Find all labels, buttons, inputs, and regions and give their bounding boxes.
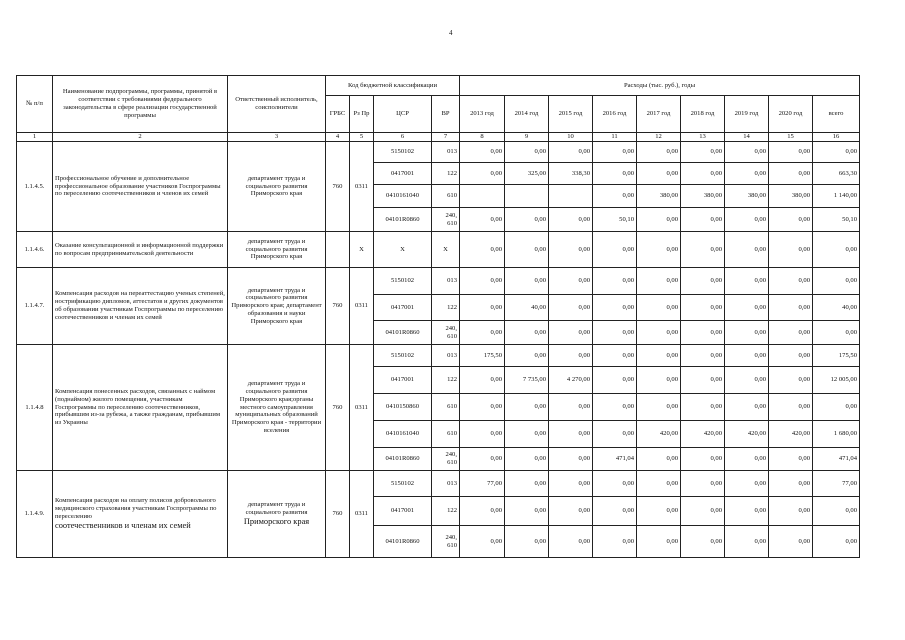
rzpr-code: 0311 [350,345,374,471]
program-name: Оказание консультационной и информационной поддержки по вопросам предпринимательской деятельности [53,232,228,268]
value-cell: 0,00 [593,295,637,321]
column-number: 13 [681,133,725,142]
vr-code: 610 [432,394,460,421]
value-cell: 0,00 [681,367,725,394]
total-cell: 0,00 [813,142,860,163]
value-cell: 0,00 [593,421,637,448]
value-cell: 0,00 [593,142,637,163]
total-cell: 663,30 [813,163,860,185]
vr-code: 013 [432,142,460,163]
column-number: 1 [17,133,53,142]
row-number: 1.1.4.5. [17,142,53,232]
program-name [53,471,228,558]
responsible-executor [228,471,326,558]
value-cell: 0,00 [725,394,769,421]
value-cell: 0,00 [725,471,769,497]
total-cell: 1 680,00 [813,421,860,448]
value-cell: 0,00 [460,448,505,471]
column-number: 2 [53,133,228,142]
value-cell: 0,00 [505,345,549,367]
value-cell: 0,00 [725,497,769,526]
header-total: всего [813,96,860,133]
value-cell: 0,00 [769,448,813,471]
value-cell: 0,00 [505,526,549,558]
value-cell: 0,00 [505,448,549,471]
value-cell: 0,00 [460,321,505,345]
header-year: 2015 год [549,96,593,133]
value-cell [505,185,549,208]
value-cell: 0,00 [725,526,769,558]
responsible-executor: департамент труда и социального развития Приморского края;органы местного самоуправления муниципальных образований Приморского края - территории вселения [228,345,326,471]
vr-code: X [432,232,460,268]
value-cell: 0,00 [505,232,549,268]
vr-code: 240, 610 [432,321,460,345]
value-cell: 0,00 [725,345,769,367]
total-cell: 77,00 [813,471,860,497]
column-number: 7 [432,133,460,142]
vr-code: 240, 610 [432,448,460,471]
rzpr-code: X [350,232,374,268]
grbs-code [326,232,350,268]
value-cell: 0,00 [725,208,769,232]
value-cell: 0,00 [549,345,593,367]
value-cell: 0,00 [549,232,593,268]
header-budget-classification: Код бюджетной классификации [326,76,460,96]
value-cell: 0,00 [725,321,769,345]
value-cell: 0,00 [593,394,637,421]
value-cell: 0,00 [769,497,813,526]
header-year: 2016 год [593,96,637,133]
value-cell: 0,00 [549,142,593,163]
header-year: 2014 год [505,96,549,133]
value-cell: 0,00 [681,345,725,367]
value-cell: 0,00 [637,295,681,321]
value-cell [549,185,593,208]
value-cell: 0,00 [460,497,505,526]
vr-code: 610 [432,421,460,448]
csr-code: 5150102 [374,471,432,497]
value-cell: 0,00 [681,471,725,497]
value-cell: 0,00 [637,526,681,558]
value-cell: 0,00 [549,471,593,497]
value-cell: 0,00 [549,321,593,345]
vr-code: 122 [432,367,460,394]
vr-code: 610 [432,185,460,208]
value-cell: 0,00 [549,526,593,558]
value-cell: 4 270,00 [549,367,593,394]
header-csr: ЦСР [374,96,432,133]
value-cell: 0,00 [769,321,813,345]
total-cell: 0,00 [813,321,860,345]
value-cell: 0,00 [460,208,505,232]
header-num: № п/п [17,76,53,133]
value-cell: 0,00 [505,394,549,421]
csr-code: 5150102 [374,345,432,367]
rzpr-code: 0311 [350,471,374,558]
value-cell: 0,00 [549,421,593,448]
value-cell: 0,00 [725,268,769,295]
value-cell: 0,00 [681,268,725,295]
total-cell: 12 005,00 [813,367,860,394]
value-cell: 0,00 [681,394,725,421]
value-cell: 0,00 [725,232,769,268]
value-cell: 0,00 [769,295,813,321]
value-cell: 0,00 [505,421,549,448]
column-number: 15 [769,133,813,142]
rzpr-code: 0311 [350,268,374,345]
header-vr: ВР [432,96,460,133]
value-cell: 420,00 [725,421,769,448]
value-cell: 0,00 [681,142,725,163]
value-cell: 0,00 [549,448,593,471]
value-cell: 0,00 [460,526,505,558]
value-cell: 0,00 [593,345,637,367]
value-cell: 0,00 [637,208,681,232]
value-cell: 0,00 [505,208,549,232]
value-cell: 0,00 [725,142,769,163]
value-cell: 50,10 [593,208,637,232]
budget-table [16,75,860,558]
value-cell: 0,00 [505,268,549,295]
value-cell: 0,00 [549,268,593,295]
value-cell: 420,00 [681,421,725,448]
total-cell: 40,00 [813,295,860,321]
total-cell: 471,04 [813,448,860,471]
value-cell: 338,30 [549,163,593,185]
column-number: 14 [725,133,769,142]
value-cell: 0,00 [769,394,813,421]
row-number: 1.1.4.7. [17,268,53,345]
value-cell: 7 735,00 [505,367,549,394]
value-cell: 0,00 [769,367,813,394]
value-cell: 0,00 [681,208,725,232]
header-rzpr: Рз Пр [350,96,374,133]
value-cell: 0,00 [460,268,505,295]
vr-code: 122 [432,295,460,321]
value-cell: 0,00 [637,142,681,163]
value-cell: 0,00 [681,232,725,268]
column-number: 12 [637,133,681,142]
row-number: 1.1.4.6. [17,232,53,268]
value-cell: 0,00 [725,295,769,321]
column-number: 5 [350,133,374,142]
value-cell: 77,00 [460,471,505,497]
column-number: 8 [460,133,505,142]
value-cell: 380,00 [769,185,813,208]
value-cell: 0,00 [725,367,769,394]
value-cell: 0,00 [769,142,813,163]
value-cell: 0,00 [681,163,725,185]
value-cell: 0,00 [593,367,637,394]
value-cell: 0,00 [637,497,681,526]
value-cell: 420,00 [637,421,681,448]
rzpr-code: 0311 [350,142,374,232]
header-grbs: ГРБС [326,96,350,133]
vr-code: 013 [432,268,460,295]
csr-code: 0417001 [374,163,432,185]
csr-code: 0417001 [374,497,432,526]
csr-code: 5150102 [374,142,432,163]
vr-code: 240, 610 [432,208,460,232]
column-number: 3 [228,133,326,142]
value-cell: 420,00 [769,421,813,448]
total-cell: 0,00 [813,394,860,421]
value-cell: 175,50 [460,345,505,367]
vr-code: 013 [432,471,460,497]
grbs-code: 760 [326,142,350,232]
csr-code: 0410161040 [374,185,432,208]
value-cell: 0,00 [681,526,725,558]
value-cell: 40,00 [505,295,549,321]
total-cell: 1 140,00 [813,185,860,208]
value-cell: 0,00 [725,163,769,185]
responsible-tail: Приморского края [243,516,310,526]
value-cell: 0,00 [505,497,549,526]
grbs-code: 760 [326,345,350,471]
value-cell: 0,00 [593,321,637,345]
csr-code: 0417001 [374,295,432,321]
value-cell: 0,00 [637,448,681,471]
value-cell: 0,00 [769,471,813,497]
vr-code: 122 [432,163,460,185]
column-number: 9 [505,133,549,142]
csr-code: 04101R0860 [374,208,432,232]
header-year: 2019 год [725,96,769,133]
vr-code: 122 [432,497,460,526]
value-cell: 0,00 [637,345,681,367]
header-year: 2013 год [460,96,505,133]
csr-code: X [374,232,432,268]
csr-code: 0410150860 [374,394,432,421]
vr-code: 240, 610 [432,526,460,558]
program-name: Компенсация понесенных расходов, связанных с наймом (поднаймом) жилого помещения, участникам Госпрограммы по переселению соотечественников, прибывшим из-за рубежа, а также гражданам, прибывшим из Украины [53,345,228,471]
value-cell: 0,00 [460,367,505,394]
csr-code: 04101R0860 [374,448,432,471]
vr-code: 013 [432,345,460,367]
row-number: 1.1.4.8 [17,345,53,471]
value-cell: 0,00 [637,268,681,295]
column-number: 16 [813,133,860,142]
value-cell: 380,00 [681,185,725,208]
value-cell: 0,00 [593,497,637,526]
value-cell: 471,04 [593,448,637,471]
value-cell: 0,00 [681,295,725,321]
responsible-executor: департамент труда и социального развития Приморского края [228,142,326,232]
value-cell: 0,00 [637,321,681,345]
page-number: 4 [449,29,453,37]
value-cell: 0,00 [725,448,769,471]
value-cell: 0,00 [460,295,505,321]
value-cell: 380,00 [725,185,769,208]
value-cell: 0,00 [505,471,549,497]
header-year: 2017 год [637,96,681,133]
csr-code: 5150102 [374,268,432,295]
value-cell: 0,00 [549,208,593,232]
value-cell: 0,00 [593,232,637,268]
value-cell: 0,00 [769,232,813,268]
header-year: 2018 год [681,96,725,133]
program-name: Компенсация расходов на переаттестацию ученых степеней, нострификацию дипломов, аттестатов и других документов об образовании участникам Госпрограммы по переселению соотечественников и членам их семей [53,268,228,345]
program-name-main: Компенсация расходов на оплату полисов добровольного медицинского страхования участникам Госпрограммы по переселению [55,497,217,520]
value-cell: 0,00 [505,321,549,345]
value-cell: 0,00 [593,526,637,558]
value-cell: 0,00 [593,163,637,185]
value-cell: 0,00 [637,471,681,497]
value-cell: 0,00 [681,321,725,345]
value-cell: 0,00 [505,142,549,163]
value-cell: 0,00 [460,232,505,268]
total-cell: 0,00 [813,268,860,295]
value-cell: 0,00 [637,163,681,185]
grbs-code: 760 [326,268,350,345]
responsible-executor: департамент труда и социального развития Приморского края [228,232,326,268]
value-cell: 0,00 [769,345,813,367]
value-cell: 0,00 [637,232,681,268]
value-cell: 0,00 [593,185,637,208]
header-name: Наименование подпрограммы, программы, принятой в соответствии с требованиями федерального законодательства в сфере реализации государственной программы [53,76,228,133]
column-number: 10 [549,133,593,142]
csr-code: 04101R0860 [374,526,432,558]
value-cell: 0,00 [549,394,593,421]
value-cell [460,185,505,208]
column-number: 4 [326,133,350,142]
responsible-executor: департамент труда и социального развития Приморского края; департамент образования и науки Приморского края [228,268,326,345]
column-number: 11 [593,133,637,142]
value-cell: 380,00 [637,185,681,208]
value-cell: 325,00 [505,163,549,185]
value-cell: 0,00 [593,471,637,497]
value-cell: 0,00 [460,421,505,448]
row-number: 1.1.4.9. [17,471,53,558]
value-cell: 0,00 [593,268,637,295]
value-cell: 0,00 [460,163,505,185]
header-expenses: Расходы (тыс. руб.), годы [460,76,860,96]
value-cell: 0,00 [769,208,813,232]
value-cell: 0,00 [549,295,593,321]
value-cell: 0,00 [460,394,505,421]
value-cell: 0,00 [681,448,725,471]
csr-code: 04101R0860 [374,321,432,345]
total-cell: 175,50 [813,345,860,367]
total-cell: 0,00 [813,232,860,268]
program-name-tail: соотечественников и членам их семей [55,520,191,530]
total-cell: 0,00 [813,526,860,558]
responsible-main: департамент труда и социального развития [245,501,308,517]
csr-code: 0410161040 [374,421,432,448]
value-cell: 0,00 [637,367,681,394]
total-cell: 0,00 [813,497,860,526]
value-cell: 0,00 [460,142,505,163]
value-cell: 0,00 [769,526,813,558]
total-cell: 50,10 [813,208,860,232]
header-responsible: Ответственный исполнитель, соисполнители [228,76,326,133]
program-name: Профессиональное обучение и дополнительное профессиональное образование участников Госпрограммы по переселению соотечественников и членов их семей [53,142,228,232]
column-number: 6 [374,133,432,142]
value-cell: 0,00 [769,268,813,295]
grbs-code: 760 [326,471,350,558]
value-cell: 0,00 [549,497,593,526]
header-year: 2020 год [769,96,813,133]
csr-code: 0417001 [374,367,432,394]
value-cell: 0,00 [637,394,681,421]
value-cell: 0,00 [681,497,725,526]
value-cell: 0,00 [769,163,813,185]
